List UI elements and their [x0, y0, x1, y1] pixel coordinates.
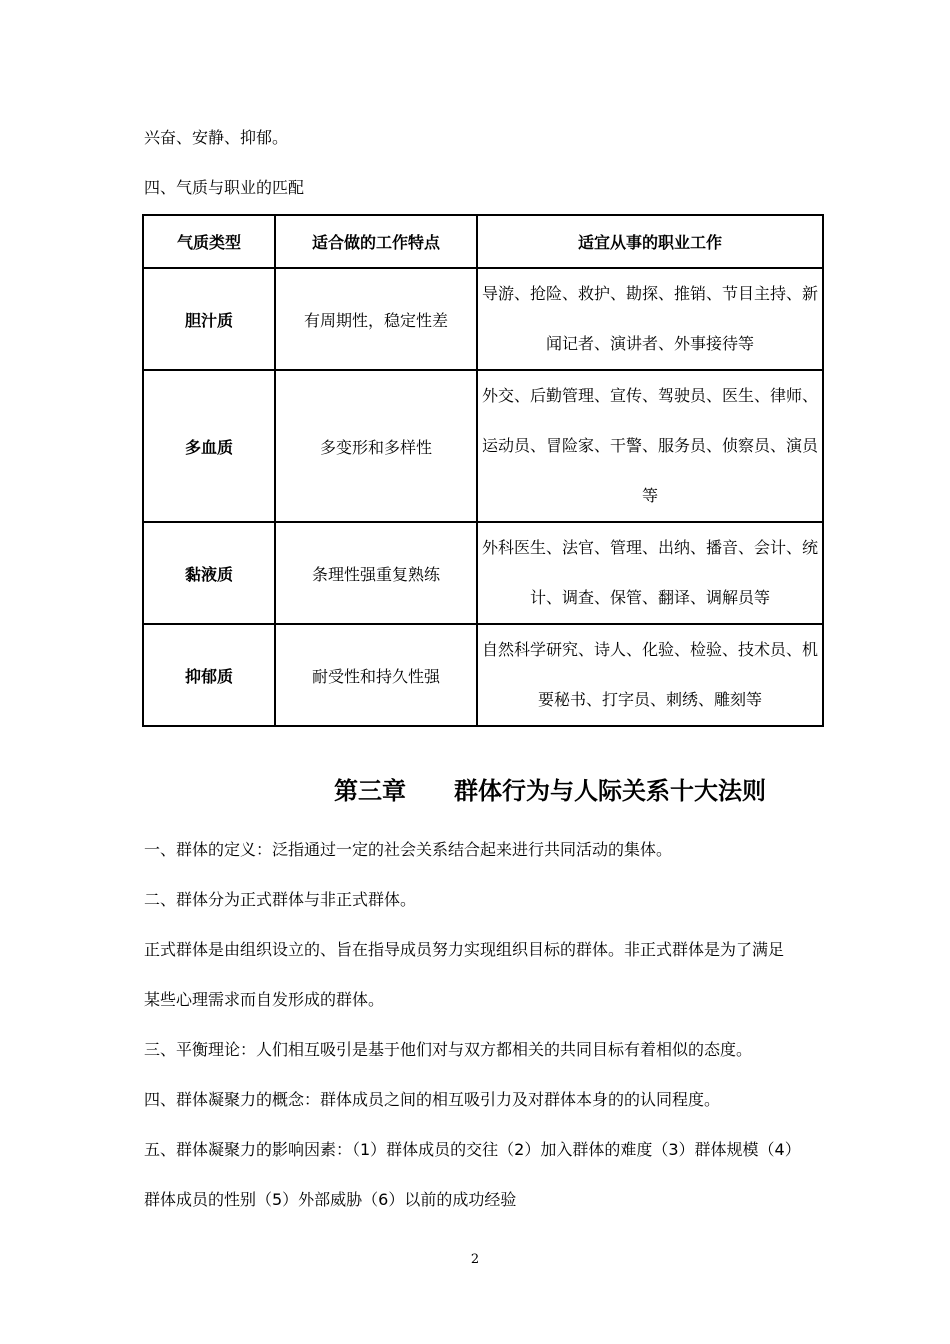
work-feature-cell: 耐受性和持久性强 — [275, 624, 477, 726]
page-number: 2 — [470, 1252, 480, 1267]
table-header-row — [143, 215, 823, 268]
table-row — [143, 370, 823, 522]
work-feature-cell: 条理性强重复熟练 — [275, 522, 477, 624]
suitable-jobs-cell: 外科医生、法官、管理、出纳、播音、会计、统计、调查、保管、翻译、调解员等 — [477, 522, 823, 624]
paragraph: 一、群体的定义：泛指通过一定的社会关系结合起来进行共同活动的集体。 — [144, 840, 673, 859]
paragraph: 二、群体分为正式群体与非正式群体。 — [144, 890, 417, 909]
paragraph: 群体成员的性别（5）外部威胁（6）以前的成功经验 — [144, 1190, 517, 1209]
header-cell: 气质类型 — [143, 215, 275, 268]
suitable-jobs-cell: 自然科学研究、诗人、化验、检验、技术员、机要秘书、打字员、刺绣、雕刻等 — [477, 624, 823, 726]
temperament-career-table — [142, 214, 824, 727]
intro-line: 兴奋、安静、抑郁。 — [144, 128, 289, 147]
table-row — [143, 268, 823, 370]
temperament-type-cell: 胆汁质 — [143, 268, 275, 370]
header-cell: 适宜从事的职业工作 — [477, 215, 823, 268]
paragraph: 三、平衡理论：人们相互吸引是基于他们对与双方都相关的共同目标有着相似的态度。 — [144, 1040, 753, 1059]
header-cell: 适合做的工作特点 — [275, 215, 477, 268]
work-feature-cell: 多变形和多样性 — [275, 370, 477, 522]
suitable-jobs-cell: 导游、抢险、救护、勘探、推销、节目主持、新闻记者、演讲者、外事接待等 — [477, 268, 823, 370]
temperament-type-cell: 抑郁质 — [143, 624, 275, 726]
paragraph: 五、群体凝聚力的影响因素：（1）群体成员的交往（2）加入群体的难度（3）群体规模（4） — [144, 1140, 801, 1159]
work-feature-cell: 有周期性，稳定性差 — [275, 268, 477, 370]
temperament-type-cell: 多血质 — [143, 370, 275, 522]
paragraph: 某些心理需求而自发形成的群体。 — [144, 990, 385, 1009]
chapter-title: 第三章 群体行为与人际关系十大法则 — [334, 777, 766, 805]
paragraph: 正式群体是由组织设立的、旨在指导成员努力实现组织目标的群体。非正式群体是为了满足 — [144, 940, 785, 959]
table-row — [143, 624, 823, 726]
paragraph: 四、群体凝聚力的概念：群体成员之间的相互吸引力及对群体本身的的认同程度。 — [144, 1090, 721, 1109]
suitable-jobs-cell: 外交、后勤管理、宣传、驾驶员、医生、律师、运动员、冒险家、干警、服务员、侦察员、演员等 — [477, 370, 823, 522]
section-heading: 四、气质与职业的匹配 — [144, 178, 305, 197]
temperament-type-cell: 黏液质 — [143, 522, 275, 624]
table-row — [143, 522, 823, 624]
